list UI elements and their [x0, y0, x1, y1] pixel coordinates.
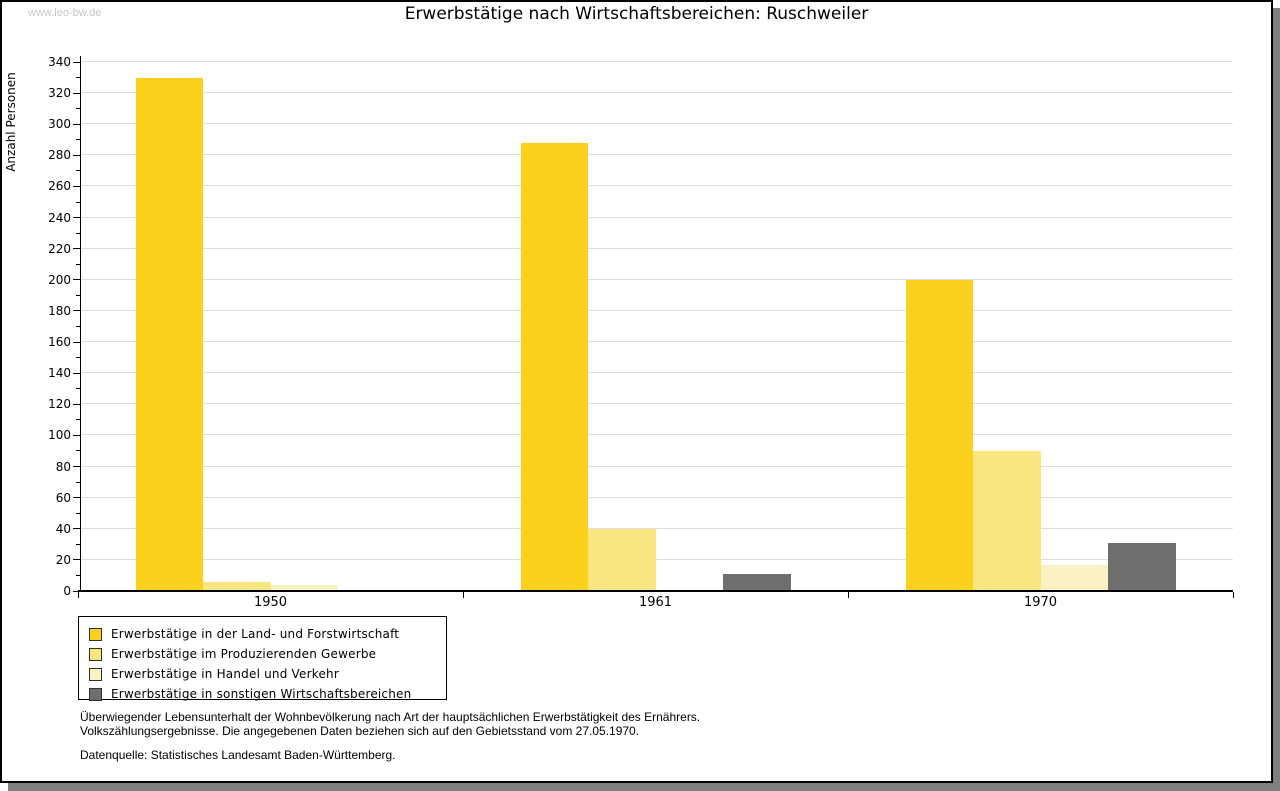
chart-title: Erwerbstätige nach Wirtschaftsbereichen: Ruschweiler — [404, 4, 869, 24]
y-axis-title: Anzahl Personen — [4, 72, 18, 172]
y-tick-major — [73, 435, 80, 436]
x-category-label: 1970 — [1023, 595, 1058, 610]
bar — [906, 280, 974, 591]
y-tick-label: 220 — [48, 241, 71, 256]
y-gridline — [80, 123, 1233, 124]
legend-swatch-icon — [89, 648, 102, 661]
watermark: www.leo-bw.de — [28, 7, 102, 19]
bar — [136, 78, 204, 591]
bar — [521, 143, 589, 591]
legend-swatch-icon — [89, 668, 102, 681]
footnote-line: Volkszählungsergebnisse. Die angegebenen Daten beziehen sich auf den Gebietsstand vom 27.05.1970. — [80, 724, 640, 738]
bar — [973, 451, 1041, 591]
y-tick-major — [73, 373, 80, 374]
y-tick-major — [73, 404, 80, 405]
legend-item — [79, 684, 446, 704]
legend-label: Erwerbstätige in sonstigen Wirtschaftsbereichen — [111, 687, 412, 701]
x-axis-line — [78, 590, 1233, 592]
data-source: Datenquelle: Statistisches Landesamt Baden-Württemberg. — [80, 748, 396, 762]
y-gridline — [80, 92, 1233, 93]
y-tick-major — [73, 217, 80, 218]
x-tick — [848, 592, 849, 598]
legend-swatch-icon — [89, 688, 102, 701]
y-tick-label: 0 — [63, 584, 71, 598]
y-gridline — [80, 61, 1233, 62]
footnote-block — [80, 710, 700, 738]
y-tick-label: 20 — [55, 552, 71, 567]
y-tick-label: 80 — [55, 459, 71, 474]
legend — [78, 616, 447, 700]
y-gridline — [80, 372, 1233, 373]
y-tick-major — [73, 528, 80, 529]
legend-swatch-icon — [89, 628, 102, 641]
y-tick-major — [73, 466, 80, 467]
y-tick-label: 140 — [48, 366, 71, 381]
y-tick-label: 60 — [55, 490, 71, 505]
bar — [1041, 565, 1109, 591]
x-tick — [78, 592, 79, 598]
legend-item — [79, 664, 446, 684]
y-tick-major — [73, 279, 80, 280]
y-gridline — [80, 185, 1233, 186]
y-tick-major — [73, 559, 80, 560]
legend-label: Erwerbstätige in der Land- und Forstwirtschaft — [111, 627, 400, 641]
y-gridline — [80, 248, 1233, 249]
bar — [588, 529, 656, 591]
y-tick-major — [73, 248, 80, 249]
y-tick-label: 320 — [48, 86, 71, 101]
y-gridline — [80, 310, 1233, 311]
y-tick-label: 240 — [48, 210, 71, 225]
y-gridline — [80, 466, 1233, 467]
y-tick-label: 40 — [55, 521, 71, 536]
y-gridline — [80, 217, 1233, 218]
y-tick-label: 100 — [48, 428, 71, 443]
y-tick-label: 200 — [48, 272, 71, 287]
y-tick-label: 260 — [48, 179, 71, 194]
y-tick-major — [73, 124, 80, 125]
y-tick-major — [73, 342, 80, 343]
legend-item — [79, 644, 446, 664]
bar — [1108, 543, 1176, 591]
y-tick-label: 160 — [48, 335, 71, 350]
y-axis-line — [80, 56, 81, 591]
y-tick-major — [73, 62, 80, 63]
x-category-label: 1961 — [638, 595, 673, 610]
legend-label: Erwerbstätige im Produzierenden Gewerbe — [111, 647, 377, 661]
legend-label: Erwerbstätige in Handel und Verkehr — [111, 667, 339, 681]
y-tick-major — [73, 310, 80, 311]
y-gridline — [80, 528, 1233, 529]
y-tick-major — [73, 186, 80, 187]
y-tick-label: 180 — [48, 303, 71, 318]
y-tick-major — [73, 93, 80, 94]
x-tick — [1233, 592, 1234, 598]
bar — [723, 574, 791, 591]
y-tick-label: 300 — [48, 117, 71, 132]
legend-item — [79, 624, 446, 644]
y-gridline — [80, 497, 1233, 498]
y-gridline — [80, 434, 1233, 435]
y-gridline — [80, 154, 1233, 155]
y-tick-major — [73, 497, 80, 498]
x-tick — [463, 592, 464, 598]
y-tick-label: 120 — [48, 397, 71, 412]
y-tick-label: 280 — [48, 148, 71, 163]
footnote-line: Überwiegender Lebensunterhalt der Wohnbevölkerung nach Art der hauptsächlichen Erwerbstätigkeit des Ernährers. — [80, 710, 701, 724]
y-tick-label: 340 — [48, 55, 71, 69]
y-gridline — [80, 559, 1233, 560]
x-category-label: 1950 — [253, 595, 288, 610]
y-gridline — [80, 403, 1233, 404]
y-tick-major — [73, 155, 80, 156]
y-gridline — [80, 279, 1233, 280]
y-gridline — [80, 341, 1233, 342]
